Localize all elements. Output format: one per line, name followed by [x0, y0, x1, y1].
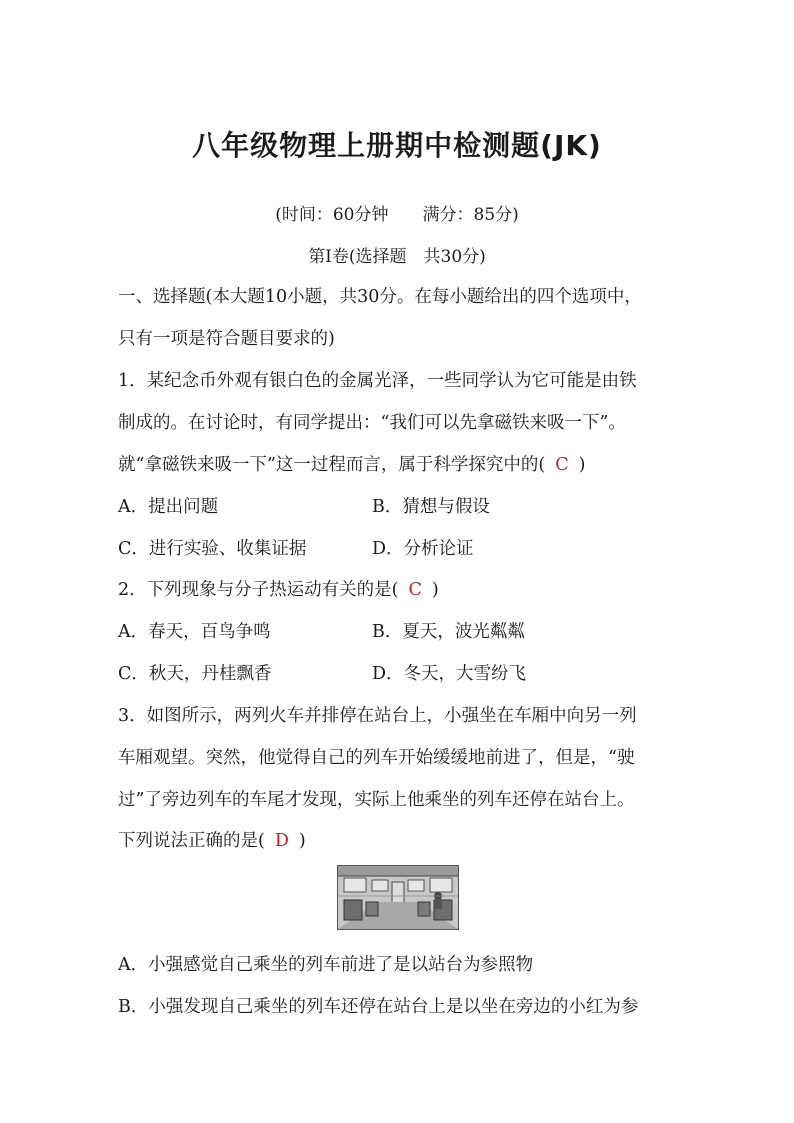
exam-time: (时间：60分钟: [275, 205, 389, 225]
q3-stem-line-3: 过”了旁边列车的车尾才发现，实际上他乘坐的列车还停在站台上。: [118, 790, 635, 810]
q2-option-c: C．秋天，丹桂飘香: [118, 664, 272, 684]
q3-option-a: A．小强感觉自己乘坐的列车前进了是以站台为参照物: [118, 955, 534, 975]
instructions-line-1: 一、选择题(本大题10小题，共30分。在每小题给出的四个选项中，: [118, 287, 642, 307]
q1-option-c: C．进行实验、收集证据: [118, 539, 307, 559]
q1-answer: C: [555, 455, 569, 475]
q3-stem-line-2: 车厢观望。突然，他觉得自己的列车开始缓缓地前进了，但是，“驶: [118, 748, 635, 768]
q2-stem-text: 2．下列现象与分子热运动有关的是(: [118, 580, 399, 600]
q2-stem-end: ): [431, 580, 439, 600]
exam-full-score: 满分：85分): [422, 205, 519, 225]
q3-stem-end: ): [298, 831, 306, 851]
q1-option-a: A．提出问题: [118, 497, 219, 517]
q1-stem-text: 就“拿磁铁来吸一下”这一过程而言，属于科学探究中的(: [118, 455, 546, 475]
q1-stem-line-2: 制成的。在讨论时，有同学提出：“我们可以先拿磁铁来吸一下”。: [118, 413, 626, 433]
q1-option-b: B．猜想与假设: [372, 497, 490, 517]
instructions-line-2: 只有一项是符合题目要求的): [118, 329, 335, 349]
q3-stem-line-1: 3．如图所示，两列火车并排停在站台上，小强坐在车厢中向另一列: [118, 706, 637, 726]
q3-answer: D: [274, 831, 289, 851]
q2-answer: C: [408, 580, 422, 600]
q1-stem-end: ): [578, 455, 586, 475]
q2-option-a: A．春天，百鸟争鸣: [118, 622, 271, 642]
train-carriage-figure: [337, 865, 459, 930]
train-carriage-illustration: [338, 866, 458, 929]
exam-info: [0, 200, 794, 225]
q3-stem-line-4: [118, 827, 306, 852]
q2-option-b: B．夏天，波光粼粼: [372, 622, 525, 642]
q3-option-b: B．小强发现自己乘坐的列车还停在站台上是以坐在旁边的小红为参: [118, 997, 639, 1017]
page-title: 八年级物理上册期中检测题(JK): [192, 129, 602, 162]
q1-stem-line-3: [118, 451, 585, 476]
section-heading: 第Ⅰ卷(选择题 共30分): [308, 247, 486, 267]
q2-option-d: D．冬天，大雪纷飞: [372, 664, 527, 684]
q1-stem-line-1: 1．某纪念币外观有银白色的金属光泽，一些同学认为它可能是由铁: [118, 371, 637, 391]
q1-option-d: D．分析论证: [372, 539, 474, 559]
q3-stem-text: 下列说法正确的是(: [118, 831, 265, 851]
q2-stem-line-1: [118, 576, 439, 601]
